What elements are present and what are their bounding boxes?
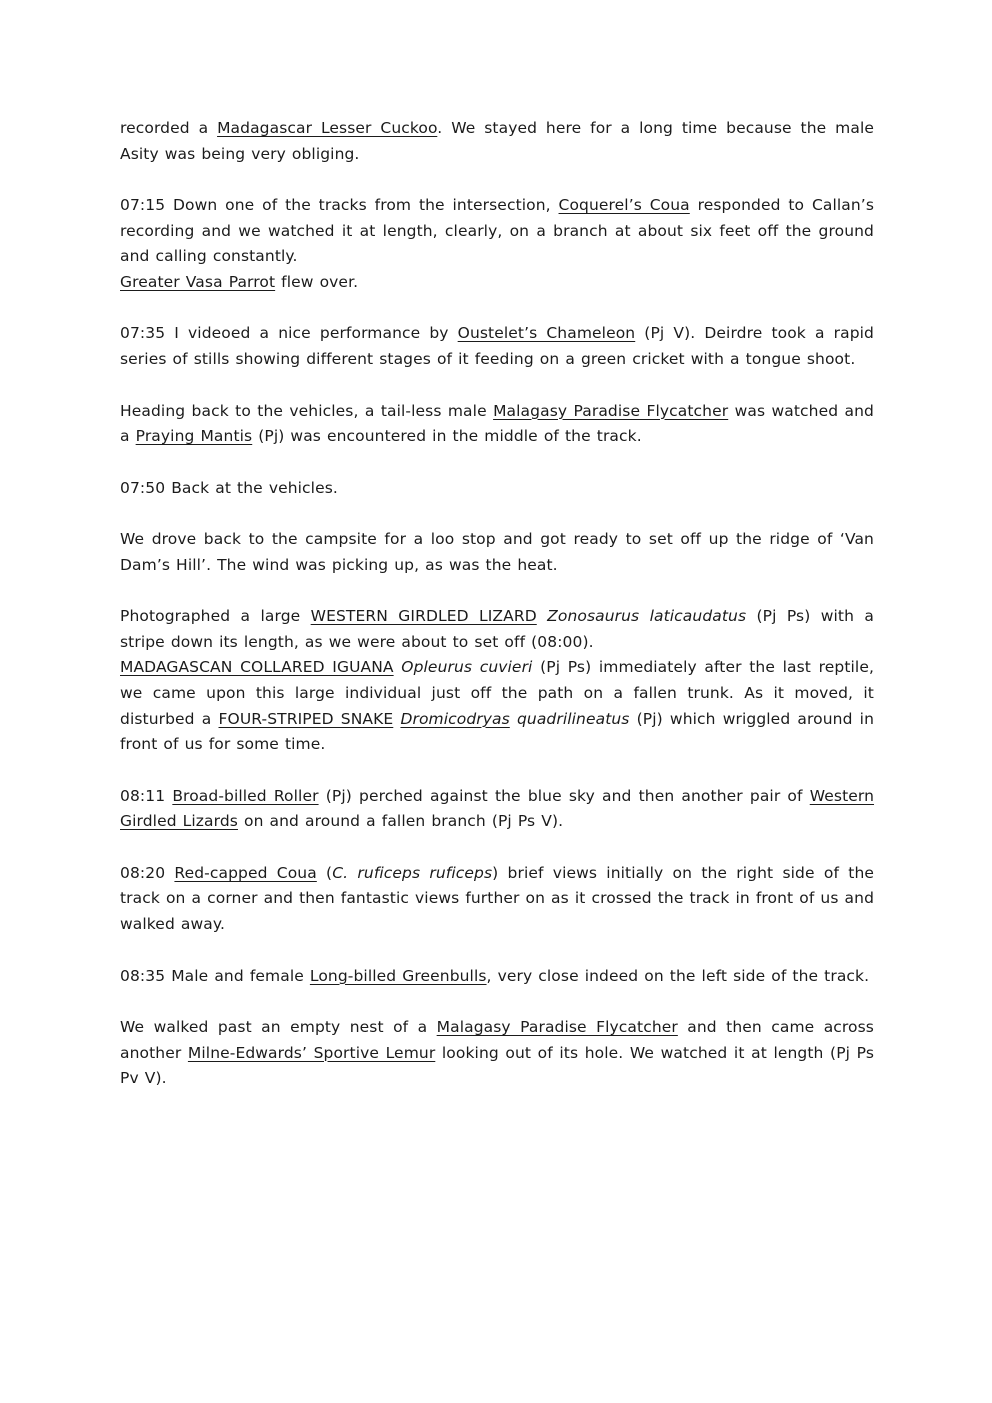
text-segment: responded to Callan’s recording and we watched it at length, clearly, on a branch at about six feet off the ground and calling constantly. xyxy=(120,196,875,266)
species-name: Coquerel’s Coua xyxy=(558,196,690,215)
text-segment: 08:20 xyxy=(120,863,175,882)
text-segment: (Pj Ps) with a stripe down its length, as we were about to set off (08:00). xyxy=(120,607,874,651)
text-segment: was watched and a xyxy=(120,401,874,446)
paragraph xyxy=(120,476,874,502)
text-segment xyxy=(510,710,517,728)
species-name: MADAGASCAN COLLARED IGUANA xyxy=(120,658,394,677)
scientific-name: quadrilineatus xyxy=(516,709,630,728)
species-name: Red-capped Coua xyxy=(174,863,317,882)
paragraph xyxy=(120,270,874,296)
species-name: Broad-billed Roller xyxy=(172,786,319,805)
scientific-name: C. ruficeps ruficeps xyxy=(332,863,493,882)
paragraph xyxy=(120,399,874,450)
scientific-name: Zonosaurus laticaudatus xyxy=(547,607,747,626)
text-segment: (Pj) was encountered in the middle of the track. xyxy=(252,427,642,446)
text-segment: and then came across another xyxy=(120,1018,874,1062)
text-segment: looking out of its hole. We watched it at length (Pj Ps Pv V). xyxy=(120,1043,874,1088)
text-segment: ( xyxy=(316,863,333,882)
paragraph xyxy=(120,527,874,578)
species-name: FOUR-STRIPED SNAKE xyxy=(218,709,394,728)
paragraph xyxy=(120,784,874,835)
species-name: Western Girdled Lizards xyxy=(120,786,875,831)
species-name: Malagasy Paradise Flycatcher xyxy=(436,1018,678,1037)
text-segment: 07:50 Back at the vehicles. xyxy=(120,478,338,497)
text-segment: ) brief views initially on the right side of the track on a corner and then fantastic views further on as it crossed the track in front of us and walked away. xyxy=(120,863,875,933)
text-segment xyxy=(537,607,547,625)
species-name: WESTERN GIRDLED LIZARD xyxy=(310,607,537,626)
paragraph xyxy=(120,193,874,270)
species-name: Dromicodryas xyxy=(400,709,510,728)
species-name: Praying Mantis xyxy=(135,427,253,446)
text-segment: We walked past an empty nest of a xyxy=(120,1018,437,1037)
text-segment: 08:35 Male and female xyxy=(120,966,310,985)
text-segment: flew over. xyxy=(275,272,359,291)
text-segment: Heading back to the vehicles, a tail-less male xyxy=(120,401,494,420)
species-name: Long-billed Greenbulls xyxy=(309,966,487,985)
text-segment: recorded a xyxy=(120,119,218,137)
text-segment: 07:15 Down one of the tracks from the intersection, xyxy=(120,196,559,215)
document-body xyxy=(120,116,874,1092)
paragraph xyxy=(120,604,874,655)
text-segment: on and around a fallen branch (Pj Ps V). xyxy=(237,812,564,831)
text-segment: We drove back to the campsite for a loo stop and got ready to set off up the ridge of ‘Van Dam’s Hill’. The wind was picking up, as was the heat. xyxy=(120,530,874,574)
species-name: Oustelet’s Chameleon xyxy=(457,324,636,343)
paragraph xyxy=(120,655,874,757)
text-segment: (Pj) which wriggled around in front of us for some time. xyxy=(120,709,874,754)
text-segment: (Pj) perched against the blue sky and then another pair of xyxy=(318,786,810,805)
text-segment: 08:11 xyxy=(120,786,173,805)
scientific-name: Opleurus cuvieri xyxy=(401,658,533,677)
text-segment: . We stayed here for a long time because the male Asity was being very obliging. xyxy=(120,119,875,163)
paragraph xyxy=(120,964,874,990)
text-segment: Photographed a large xyxy=(120,607,311,626)
text-segment: , very close indeed on the left side of the track. xyxy=(486,966,870,985)
text-segment: (Pj V). Deirdre took a rapid series of stills showing different stages of it feeding on a green cricket with a tongue shoot. xyxy=(120,324,874,368)
paragraph xyxy=(120,116,874,167)
paragraph xyxy=(120,861,874,938)
species-name: Greater Vasa Parrot xyxy=(120,272,276,291)
text-segment: (Pj Ps) immediately after the last reptile, we came upon this large individual just off the path on a fallen trunk. As it moved, it disturbed a xyxy=(120,658,874,728)
text-segment: 07:35 I videoed a nice performance by xyxy=(120,324,458,343)
paragraph xyxy=(120,321,874,372)
species-name: Malagasy Paradise Flycatcher xyxy=(493,401,729,420)
paragraph xyxy=(120,1015,874,1092)
species-name: Milne-Edwards’ Sportive Lemur xyxy=(187,1043,436,1062)
species-name: Madagascar Lesser Cuckoo xyxy=(217,119,438,137)
